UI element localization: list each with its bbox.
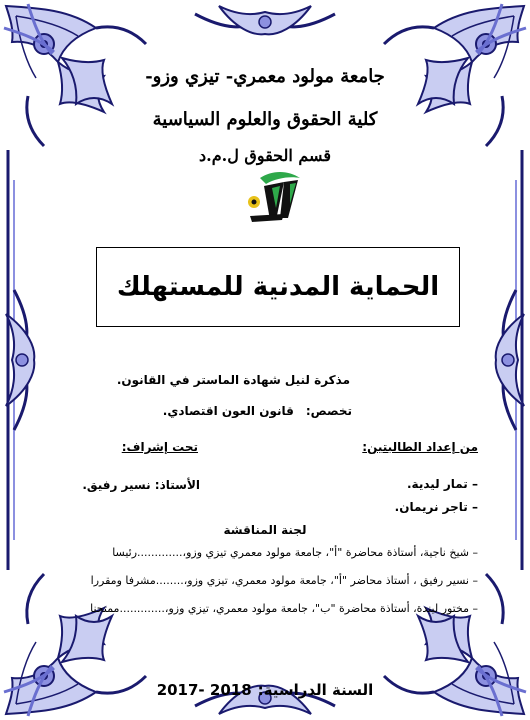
committee-member: – مختور ليندة، أستاذة محاضرة "ب"، جامعة مولود معمري، تيزي وزو،.............ممتحنا: [90, 602, 478, 615]
prepared-by-heading: من إعداد الطالبتين:: [362, 440, 478, 454]
department-name: قسم الحقوق ل.م.د: [199, 146, 331, 165]
memo-line: مذكرة لنيل شهادة الماستر في القانون.: [116, 373, 350, 387]
student-name: – تاجر نريمان.: [394, 500, 478, 514]
committee-member: – شيخ ناجية، أستاذة محاضرة "أ"، جامعة مولود معمري تيزي وزو،.............رئيسا: [112, 546, 478, 559]
academic-year-value: 2017- 2018: [156, 681, 252, 699]
specialty-line: [163, 404, 352, 418]
university-name: جامعة مولود معمري- تيزي وزو-: [145, 66, 385, 87]
specialty-label: تخصص:: [305, 404, 352, 418]
committee-member: – نسير رفيق ، أستاذ محاضر "أ"، جامعة مولود معمري، تيزي وزو،........مشرفا ومقررا: [90, 574, 478, 587]
supervision-heading: تحت إشراف:: [121, 440, 198, 454]
student-name: – تمار ليدية.: [406, 477, 478, 491]
supervisor-name: الأستاذ: نسير رفيق.: [82, 478, 200, 492]
committee-heading: لجنة المناقشة: [223, 523, 307, 537]
title-box: [96, 247, 460, 327]
academic-year: [0, 681, 530, 699]
university-logo: [240, 168, 306, 238]
faculty-name: كلية الحقوق والعلوم السياسية: [152, 109, 378, 130]
thesis-title: الحماية المدنية للمستهلك: [116, 272, 440, 302]
specialty-value: قانون العون اقتصادي.: [162, 404, 294, 418]
academic-year-label: السنة الدراسية:: [257, 681, 374, 699]
